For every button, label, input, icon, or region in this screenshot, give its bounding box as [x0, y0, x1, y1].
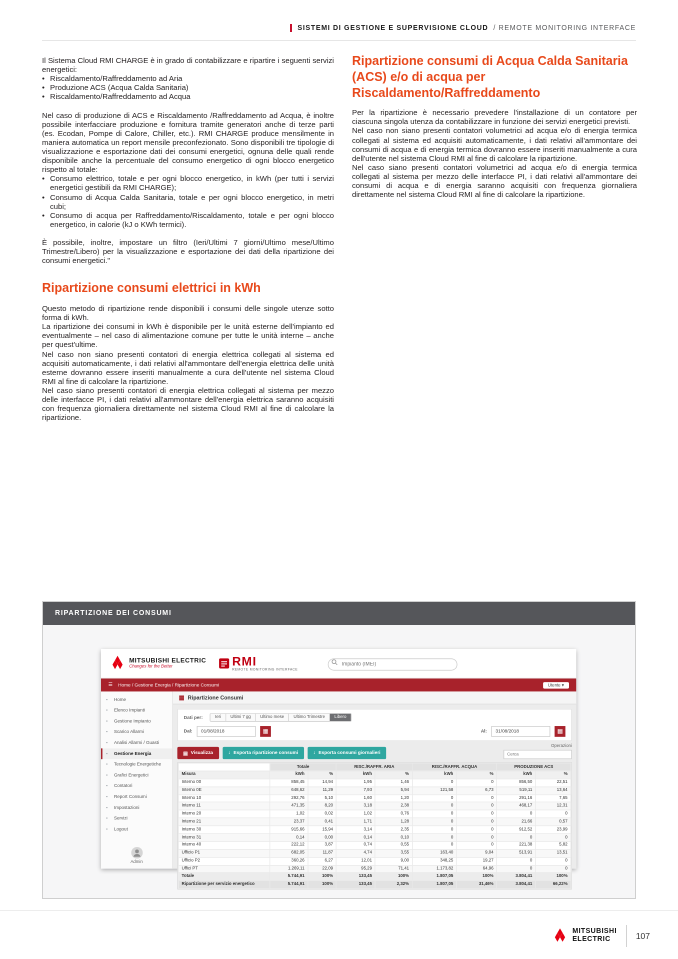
row-value: 13,51 [536, 849, 571, 857]
table-row[interactable] [178, 826, 570, 834]
row-value: 2,32% [375, 881, 412, 889]
row-value: 5,82 [536, 842, 571, 850]
row-value: 3.804,41 [497, 873, 536, 881]
consumption-table [178, 763, 571, 889]
paragraph: Per la ripartizione è necessario prevedere l'installazione di un contatore per ciascuna singola utenza da contabilizzare in funzione dei servizi energetici previsti. [352, 108, 637, 127]
row-value: 22,51 [536, 779, 571, 787]
row-value: 221,38 [497, 842, 536, 850]
row-value: 23,99 [536, 826, 571, 834]
table-row[interactable] [178, 787, 570, 795]
app-main [173, 691, 576, 887]
brand-tagline: Changes for the Better [129, 664, 173, 669]
menu-item-label: Servizi [113, 816, 128, 822]
date-to-label: Al: [480, 728, 487, 734]
row-label: Interno 11 [178, 802, 269, 810]
row-label: Ripartizione per servizio energetico [178, 881, 269, 889]
panel-title: Ripartizione Consumi [187, 694, 244, 701]
table-col-header: % [536, 771, 571, 779]
paragraph: Il Sistema Cloud RMI CHARGE è in grado di contabilizzare e ripartire i seguenti servizi energetici: [42, 56, 334, 75]
row-value: 0 [457, 802, 497, 810]
paragraph: Nel caso di produzione di ACS e Riscaldamento /Raffreddamento ad Acqua, è inoltre possibile interfacciare produzione e fornitura tramite generatori anche di terze parti (es. Ecodan, Pompe di Calore, Chiller, etc.). RMI CHARGE produce mensilmente in maniera automatica un report mensile preconfezionato. Sono disponibili tre tipologie di visualizzazione e esportazione dati dei consumi energetici, ognuna delle quali rende disponibile anche la percentuale del consumo energetico di ogni blocco energetico rispetto al totale: [42, 110, 334, 175]
table-col-header: % [375, 771, 412, 779]
row-value: 12,31 [536, 802, 571, 810]
row-value: 15,94 [308, 826, 337, 834]
export-daily-label: Esporta consumi giornalieri [318, 750, 381, 756]
row-value: 100% [375, 873, 412, 881]
sidebar-item[interactable] [101, 802, 172, 813]
menu-item-icon: ▪ [106, 697, 108, 702]
row-label: Totale [178, 873, 269, 881]
calendar-button-from[interactable]: ▦ [260, 726, 271, 737]
hamburger-menu-icon[interactable]: ≡ [108, 680, 113, 689]
menu-item-label: Grafici Energetici [113, 772, 149, 778]
screenshot-figure [42, 601, 636, 899]
row-value: 133,45 [336, 873, 375, 881]
row-value: 1,71 [336, 818, 375, 826]
row-value: 348,25 [412, 857, 456, 865]
row-value: 682,05 [270, 849, 308, 857]
date-to-input[interactable] [491, 726, 550, 737]
row-value: 0 [457, 818, 497, 826]
row-value: 222,12 [270, 842, 308, 850]
row-value: 121,58 [412, 787, 456, 795]
app-content [101, 691, 576, 887]
bullet-item: • Riscaldamento/Raffreddamento ad Acqua [42, 92, 334, 101]
row-value: 519,11 [497, 787, 536, 795]
rmi-logo [219, 655, 298, 671]
row-value: 0 [412, 810, 456, 818]
period-option[interactable]: Ieri [211, 714, 226, 721]
row-value: 22,09 [308, 865, 337, 873]
row-value: 4,74 [336, 849, 375, 857]
search-icon [332, 659, 338, 665]
row-value: 0 [412, 818, 456, 826]
sidebar-item[interactable] [101, 792, 172, 803]
menu-item-label: Elenco Impianti [113, 708, 145, 714]
row-value: 0 [412, 834, 456, 842]
table-row[interactable] [178, 849, 570, 857]
row-value: 856,50 [497, 779, 536, 787]
period-option[interactable]: Ultimo Trimestre [289, 714, 330, 721]
section-heading-acs: Ripartizione consumi di Acqua Calda Sanitaria (ACS) e/o di acqua per Riscaldamento/Raffreddamento [352, 54, 628, 100]
table-col-header: Misura [178, 771, 269, 779]
operations-label: Operazioni [550, 744, 572, 749]
row-label: Interno 30 [178, 826, 269, 834]
sidebar-item[interactable] [101, 705, 172, 716]
row-label: Interno 20 [178, 810, 269, 818]
row-value: 0,02 [308, 810, 337, 818]
row-value: 3,14 [336, 826, 375, 834]
row-value: 0,76 [375, 810, 412, 818]
row-value: 0 [497, 865, 536, 873]
download-icon: ↓ [228, 750, 231, 756]
period-option[interactable]: Ultimo mese [256, 714, 289, 721]
row-value: 13,64 [536, 787, 571, 795]
brand-name: MITSUBISHI ELECTRIC [129, 656, 207, 664]
table-corner-cell [178, 763, 269, 771]
row-value: 0 [457, 779, 497, 787]
row-value: 0 [457, 810, 497, 818]
row-value: 0,10 [375, 834, 412, 842]
view-button-label: Visualizza [190, 750, 214, 756]
row-value: 1,28 [375, 818, 412, 826]
row-value: 0,00 [308, 834, 337, 842]
row-value: 9,04 [457, 849, 497, 857]
table-row[interactable] [178, 779, 570, 787]
sidebar-item[interactable] [101, 727, 172, 738]
table-search-input[interactable] [503, 750, 571, 759]
app-window [101, 649, 576, 887]
row-value: 8,20 [308, 802, 337, 810]
row-value: 9,00 [375, 857, 412, 865]
filter-row-dates [184, 726, 566, 737]
paragraph: Nel caso non siano presenti contatori volumetrici ad acqua e/o di energia termica collegati al sistema ed acquisiti automaticamente, i dati relativi all'ammontare dei consumi di acqua e di energia termica dovranno essere inseriti manualmente a cura dell'utente nel sistema Cloud RMI al fine di calcolare la ripartizione. [352, 126, 637, 163]
row-value: 0 [457, 794, 497, 802]
calendar-button-to[interactable]: ▦ [555, 726, 566, 737]
sidebar-item[interactable] [101, 781, 172, 792]
footer-brand [552, 928, 616, 944]
row-value: 5.744,91 [270, 873, 308, 881]
paragraph: Questo metodo di ripartizione rende disponibili i consumi delle singole utenze sotto forma di kWh. [42, 304, 334, 323]
footer-brand-text [572, 928, 616, 943]
row-value: 3,18 [336, 802, 375, 810]
row-value: 21,66 [497, 818, 536, 826]
bullet-item: • Consumo di acqua per Raffreddamento/Riscaldamento, totale e per ogni blocco energetico, in calorie (kJ o KWh termici). [42, 211, 334, 229]
menu-item-icon: ▪ [106, 794, 108, 800]
view-button-icon: ▤ [183, 750, 188, 756]
row-value: 0 [536, 810, 571, 818]
row-value: 7,93 [336, 787, 375, 795]
row-value: 5.744,91 [270, 881, 308, 889]
menu-item-label: Analisi Allarmi / Guasti [113, 740, 160, 746]
row-value: 12,01 [336, 857, 375, 865]
row-label: Ufficio P1 [178, 849, 269, 857]
row-value: 100% [457, 873, 497, 881]
row-value: 1,46 [375, 779, 412, 787]
row-value: 360,26 [270, 857, 308, 865]
app-sidebar [101, 691, 173, 868]
menu-item-icon: ▪ [106, 773, 108, 778]
table-row[interactable] [178, 802, 570, 810]
menu-item-icon: ▪ [106, 784, 108, 789]
row-label: Interno 40 [178, 842, 269, 850]
table-group-header: PRODUZIONE ACS [497, 763, 571, 771]
row-value: 0 [457, 826, 497, 834]
row-value: 0 [536, 857, 571, 865]
row-value: 471,35 [270, 802, 308, 810]
sidebar-item[interactable] [101, 738, 172, 749]
paragraph: La ripartizione dei consumi in kWh è disponibile per le unità esterne dell'impianto ed eventualmente – nel caso di alimentazione comune per tutte le unità interne – anche per quest'ultime. [42, 322, 334, 350]
sidebar-item[interactable] [101, 748, 172, 759]
app-search [328, 656, 458, 670]
row-value: 0 [412, 826, 456, 834]
row-value: 468,17 [497, 802, 536, 810]
row-value: 1,95 [336, 779, 375, 787]
menu-item-label: Gestione Impianto [113, 718, 151, 724]
period-segmented-control [210, 713, 351, 722]
header-title-primary: SISTEMI DI GESTIONE E SUPERVISIONE CLOUD [297, 24, 489, 32]
footer-divider [626, 925, 627, 947]
row-value: 163,40 [412, 849, 456, 857]
sidebar-user[interactable] [101, 843, 172, 869]
row-value: 133,45 [336, 881, 375, 889]
sidebar-item[interactable] [101, 770, 172, 781]
sidebar-user-label: Admin [130, 859, 143, 865]
row-value: 7,65 [536, 794, 571, 802]
row-value: 5,94 [375, 787, 412, 795]
row-value: 100% [308, 873, 337, 881]
left-column [42, 56, 334, 422]
sidebar-item[interactable] [101, 716, 172, 727]
operations-block [503, 744, 571, 759]
table-total-row [178, 873, 570, 881]
row-value: 0,14 [270, 834, 308, 842]
header-rule [42, 40, 636, 41]
row-value: 0,55 [375, 842, 412, 850]
row-value: 6,73 [457, 787, 497, 795]
table-group-header: RISC./RAFFR. ARIA [336, 763, 412, 771]
row-value: 0 [412, 779, 456, 787]
menu-item-icon: ▪ [106, 719, 108, 724]
app-topbar [101, 649, 576, 679]
menu-item-label: Scarico Allarmi [113, 729, 144, 735]
row-value: 0 [457, 842, 497, 850]
date-from-label: Dal: [183, 728, 193, 734]
period-option[interactable]: Libero [330, 714, 351, 721]
right-column [352, 54, 637, 199]
row-value: 100% [308, 881, 337, 889]
menu-item-icon: ▪ [106, 751, 108, 756]
row-value: 1.269,11 [270, 865, 308, 873]
row-value: 0 [412, 802, 456, 810]
row-value: 648,62 [270, 787, 308, 795]
row-value: 0 [536, 834, 571, 842]
row-value: 0,57 [536, 818, 571, 826]
app-navbar [101, 679, 576, 692]
paragraph: Nel caso siano presenti contatori di energia elettrica collegati al sistema per mezzo delle interfacce PI, i dati relativi all'ammontare dell'energia elettrica saranno acquisiti con frequenza giornaliera direttamente nel sistema Cloud RMI al fine di calcolare la ripartizione. [42, 386, 334, 423]
mitsubishi-logo [110, 655, 207, 671]
download-icon: ↓ [313, 750, 316, 756]
period-option[interactable]: Ultimi 7 gg [226, 714, 256, 721]
search-input[interactable] [328, 658, 458, 670]
menu-item-label: Gestione Energia [113, 751, 152, 757]
table-col-header: % [308, 771, 337, 779]
footer-brand-bottom: ELECTRIC [572, 936, 611, 943]
menu-item-label: Logout [113, 826, 128, 832]
row-value: 1.807,05 [412, 881, 456, 889]
table-row[interactable] [178, 794, 570, 802]
row-value: 14,94 [308, 779, 337, 787]
table-group-header: RISC./RAFFR. ACQUA [412, 763, 497, 771]
menu-item-icon: ▪ [106, 730, 108, 735]
view-button[interactable] [177, 747, 218, 759]
filter-label: Dati per: [183, 714, 203, 720]
sidebar-item[interactable] [101, 694, 172, 705]
panel-header [173, 691, 576, 704]
paragraph: È possibile, inoltre, impostare un filtro (Ieri/Ultimi 7 giorni/Ultimo mese/Ultimo Trimestre/Libero) per la visualizzazione e esportazione dei dati della ripartizione dei consumi energetici." [42, 237, 334, 266]
sidebar-item[interactable] [101, 813, 172, 824]
menu-item-icon: ▪ [106, 708, 108, 713]
table-col-header: % [457, 771, 497, 779]
row-value: 292,76 [270, 794, 308, 802]
footer-rule [0, 910, 678, 911]
bullet-item: • Produzione ACS (Acqua Calda Sanitaria) [42, 83, 334, 92]
filter-card [177, 709, 572, 741]
table-row[interactable] [178, 865, 570, 873]
sidebar-item[interactable] [101, 824, 172, 835]
mitsubishi-diamonds-icon [110, 655, 126, 671]
page-header [290, 24, 636, 32]
row-label: Interno 10 [178, 794, 269, 802]
row-value: 1,20 [375, 794, 412, 802]
row-value: 3,87 [308, 842, 337, 850]
menu-item-icon: ▪ [106, 762, 108, 767]
table-col-header: kWh [497, 771, 536, 779]
row-value: 912,52 [497, 826, 536, 834]
bullet-list [42, 174, 334, 229]
row-value: 3,55 [375, 849, 412, 857]
row-value: 6,27 [308, 857, 337, 865]
menu-item-icon: ▪ [106, 827, 108, 832]
menu-item-icon: ▪ [106, 805, 108, 810]
row-value: 291,16 [497, 794, 536, 802]
table-row[interactable] [178, 810, 570, 818]
row-value: 513,91 [497, 849, 536, 857]
filter-row-period [184, 713, 566, 722]
menu-item-label: Contatori [113, 783, 133, 789]
figure-body [43, 625, 635, 898]
table-col-header: kWh [336, 771, 375, 779]
date-from-input[interactable] [197, 726, 256, 737]
row-label: Interno 0E [178, 787, 269, 795]
panel-icon: ▦ [178, 694, 185, 701]
row-label: Interno 21 [178, 818, 269, 826]
row-label: Ufficio P2 [178, 857, 269, 865]
header-accent-bar [290, 24, 292, 32]
row-value: 3.804,41 [497, 881, 536, 889]
row-value: 1,02 [270, 810, 308, 818]
row-value: 0 [497, 834, 536, 842]
row-value: 858,45 [270, 779, 308, 787]
row-value: 915,66 [270, 826, 308, 834]
mitsubishi-diamonds-icon [552, 928, 568, 944]
row-value: 0 [497, 810, 536, 818]
row-value: 100% [536, 873, 571, 881]
row-label: Interno 00 [178, 779, 269, 787]
row-value: 0 [412, 842, 456, 850]
paragraph: Nel caso siano presenti contatori volumetrici ad acqua e/o di energia termica collegati al sistema per mezzo delle interfacce PI, i dati relativi all'ammontare dei consumi di acqua e di energia saranno acquisiti con frequenza giornaliera direttamente nel sistema Cloud RMI al fine di calcolare la ripartizione. [352, 162, 637, 200]
row-value: 2,38 [375, 802, 412, 810]
rmi-logo-subtitle: REMOTE MONITORING INTERFACE [232, 667, 298, 672]
table-row[interactable] [178, 842, 570, 850]
menu-item-label: Impostazioni [113, 805, 140, 811]
header-title-secondary: / REMOTE MONITORING INTERFACE [493, 24, 636, 32]
row-value: 0 [497, 857, 536, 865]
row-value: 1,60 [336, 794, 375, 802]
row-value: 11,87 [308, 849, 337, 857]
export-split-button[interactable] [222, 747, 303, 759]
table-container [177, 762, 572, 890]
table-row[interactable] [178, 857, 570, 865]
figure-caption-bar [43, 602, 635, 625]
table-col-header: kWh [270, 771, 308, 779]
table-split-row [178, 881, 570, 889]
rmi-logo-text: RMI [232, 654, 257, 669]
menu-item-icon: ▪ [106, 816, 108, 821]
row-value: 0,41 [308, 818, 337, 826]
figure-caption: RIPARTIZIONE DEI CONSUMI [55, 610, 172, 617]
export-daily-button[interactable] [307, 747, 386, 759]
footer-brand-top: MITSUBISHI [572, 928, 617, 936]
row-value: 0,14 [336, 834, 375, 842]
row-value: 19,27 [457, 857, 497, 865]
row-label: Uffici PT [178, 865, 269, 873]
actions-row [177, 744, 572, 759]
row-value: 1.807,05 [412, 873, 456, 881]
bullet-item: • Consumo di Acqua Calda Sanitaria, totale e per ogni blocco energetico, in metri cubi; [42, 193, 334, 211]
row-value: 0,74 [336, 842, 375, 850]
section-heading-electric: Ripartizione consumi elettrici in kWh [42, 281, 261, 296]
user-dropdown[interactable]: Utente ▾ [543, 682, 569, 688]
menu-item-label: Tecnologie Energetiche [113, 762, 162, 768]
menu-item-label: Report Consumi [113, 794, 147, 800]
menu-item-label: Home [113, 697, 127, 703]
row-value: 1.173,82 [412, 865, 456, 873]
bullet-item: • Riscaldamento/Raffreddamento ad Aria [42, 74, 334, 83]
row-value: 11,29 [308, 787, 337, 795]
table-group-header: Totale [270, 763, 336, 771]
row-value: 23,37 [270, 818, 308, 826]
page-number: 107 [635, 931, 650, 941]
table-row[interactable] [178, 834, 570, 842]
export-split-label: Esporta ripartizione consumi [233, 750, 299, 756]
row-value: 0 [536, 865, 571, 873]
bullet-list [42, 74, 334, 101]
rmi-mark-icon [219, 658, 229, 668]
bullet-item: • Consumo elettrico, totale e per ogni blocco energetico, in kWh (per tutti i servizi energetici gestibili da RMI CHARGE); [42, 174, 334, 192]
row-value: 0 [457, 834, 497, 842]
user-avatar-icon [131, 847, 143, 859]
paragraph: Nel caso non siano presenti contatori di energia elettrica collegati al sistema ed acquisiti automaticamente, i dati relativi all'ammontare dell'energia elettrica delle unità esterne dovranno essere inseriti manualmente a cura dell'utente nel sistema Cloud RMI al fine di calcolare la ripartizione. [42, 349, 334, 386]
menu-item-icon: ▪ [106, 740, 108, 746]
row-value: 2,35 [375, 826, 412, 834]
row-value: 1,02 [336, 810, 375, 818]
row-value: 66,22% [536, 881, 571, 889]
row-value: 31,46% [457, 881, 497, 889]
row-value: 5,10 [308, 794, 337, 802]
breadcrumb[interactable]: Home / Gestione Energia / Ripartizione Consumi [118, 682, 220, 688]
row-value: 0 [412, 794, 456, 802]
row-value: 71,41 [375, 865, 412, 873]
row-label: Interno 31 [178, 834, 269, 842]
row-value: 64,96 [457, 865, 497, 873]
table-row[interactable] [178, 818, 570, 826]
sidebar-item[interactable] [101, 759, 172, 770]
page-footer [552, 925, 650, 947]
row-value: 95,29 [336, 865, 375, 873]
table-col-header: kWh [412, 771, 456, 779]
